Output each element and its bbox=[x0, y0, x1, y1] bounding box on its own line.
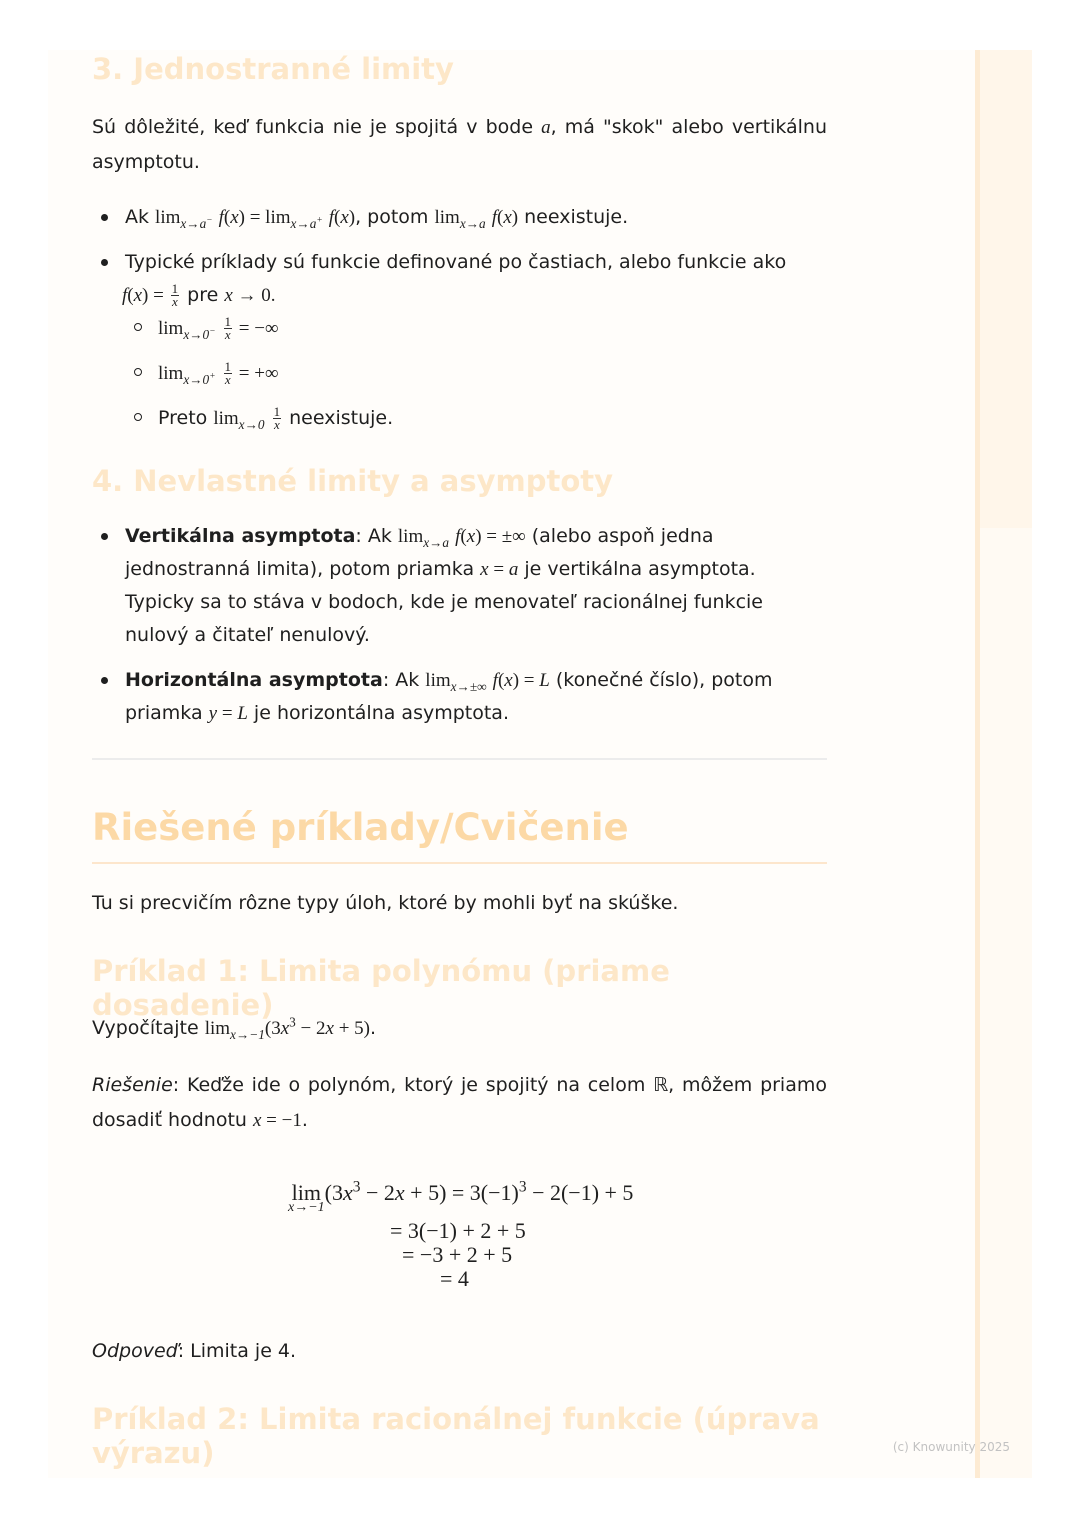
section-4-heading-wrap bbox=[92, 464, 827, 498]
sub-list-item: $\lim_{x\to 0^-}$ $\frac{1}{x}$ = −∞ bbox=[125, 306, 827, 351]
solved-heading-wrap bbox=[92, 806, 827, 849]
example-2-heading-wrap bbox=[92, 1402, 827, 1470]
list-item: Vertikálna asymptota: Ak $\lim_{x\to a} f(x)$ = ±∞ (alebo aspoň jedna jednostranná limita), potom priamka x = a je vertikálna asymptota. Typicky sa to stáva v bodoch, kde je menovateľ racionálnej funkcie nulový a čitateľ nenulový. bbox=[92, 520, 827, 652]
divider bbox=[92, 758, 827, 760]
list-item: Horizontálna asymptota: Ak $\lim_{x\to\pm\infty} f(x) = L$ (konečné číslo), potom priamka y = L je horizontálna asymptota. bbox=[92, 664, 827, 730]
section-4-bullets bbox=[92, 520, 827, 730]
side-strip-top bbox=[976, 50, 1032, 528]
side-line bbox=[975, 50, 980, 1478]
sub-list-item: $\lim_{x\to 0^+}$ $\frac{1}{x}$ = +∞ bbox=[125, 351, 827, 396]
equation-line-3: = −3 + 2 + 5 bbox=[402, 1242, 513, 1267]
equation-line-4: = 4 bbox=[440, 1266, 469, 1291]
solved-heading: Riešené príklady/Cvičenie bbox=[92, 806, 629, 849]
section-3-heading-wrap bbox=[92, 52, 827, 86]
list-item: Ak $\lim_{x\to a^-} f(x) = \lim_{x\to a^+} f(x)$, potom $\lim_{x\to a} f(x)$ neexistuje. bbox=[92, 201, 827, 234]
section-3-intro: Sú dôležité, keď funkcia nie je spojitá v bode a, má "skok" alebo vertikálnu asymptotu. bbox=[92, 116, 828, 173]
equation-line-2: = 3(−1) + 2 + 5 bbox=[390, 1218, 526, 1243]
list-item: Typické príklady sú funkcie definované po častiach, alebo funkcie ako f(x) = $\frac{1}{x}$ pre x → 0. $\lim_{x\to 0^-}$ $\frac{1}{x}$ = −∞ $\lim_{x\to 0^+}$ $\frac{1}{x}$ = +∞ Preto $\lim_{x\to 0}$ $\frac{1}{x}$ neexistuje. bbox=[92, 246, 827, 441]
section-4-heading: 4. Nevlastné limity a asymptoty bbox=[92, 464, 614, 498]
equation-line-1: lim x→−1 $(3x^3 - 2x + 5) = 3(-1)^3 - 2(-1) + 5$ bbox=[288, 1178, 634, 1215]
solved-intro: Tu si precvičím rôzne typy úloh, ktoré by mohli byť na skúške. bbox=[92, 892, 679, 914]
example-1-heading: Príklad 1: Limita polynómu (priame dosadenie) bbox=[92, 954, 670, 1022]
example-2-heading: Príklad 2: Limita racionálnej funkcie (úprava výrazu) bbox=[92, 1402, 820, 1470]
sub-list-item: Preto $\lim_{x\to 0}$ $\frac{1}{x}$ neexistuje. bbox=[125, 396, 827, 441]
section-3-bullets bbox=[92, 201, 827, 441]
section-3-heading: 3. Jednostranné limity bbox=[92, 52, 454, 86]
example-1-answer: Odpoveď: Limita je 4. bbox=[92, 1340, 297, 1362]
footer-copyright: (c) Knowunity 2025 bbox=[892, 1440, 1010, 1454]
heading-underline bbox=[92, 862, 827, 864]
example-1-solution: Riešenie: Keďže ide o polynóm, ktorý je spojitý na celom ℝ, môžem priamo dosadiť hodnotu x = −1. bbox=[92, 1074, 827, 1131]
example-1-task: Vypočítajte $\lim_{x\to-1}(3x^3 - 2x + 5)$. bbox=[92, 1014, 377, 1042]
